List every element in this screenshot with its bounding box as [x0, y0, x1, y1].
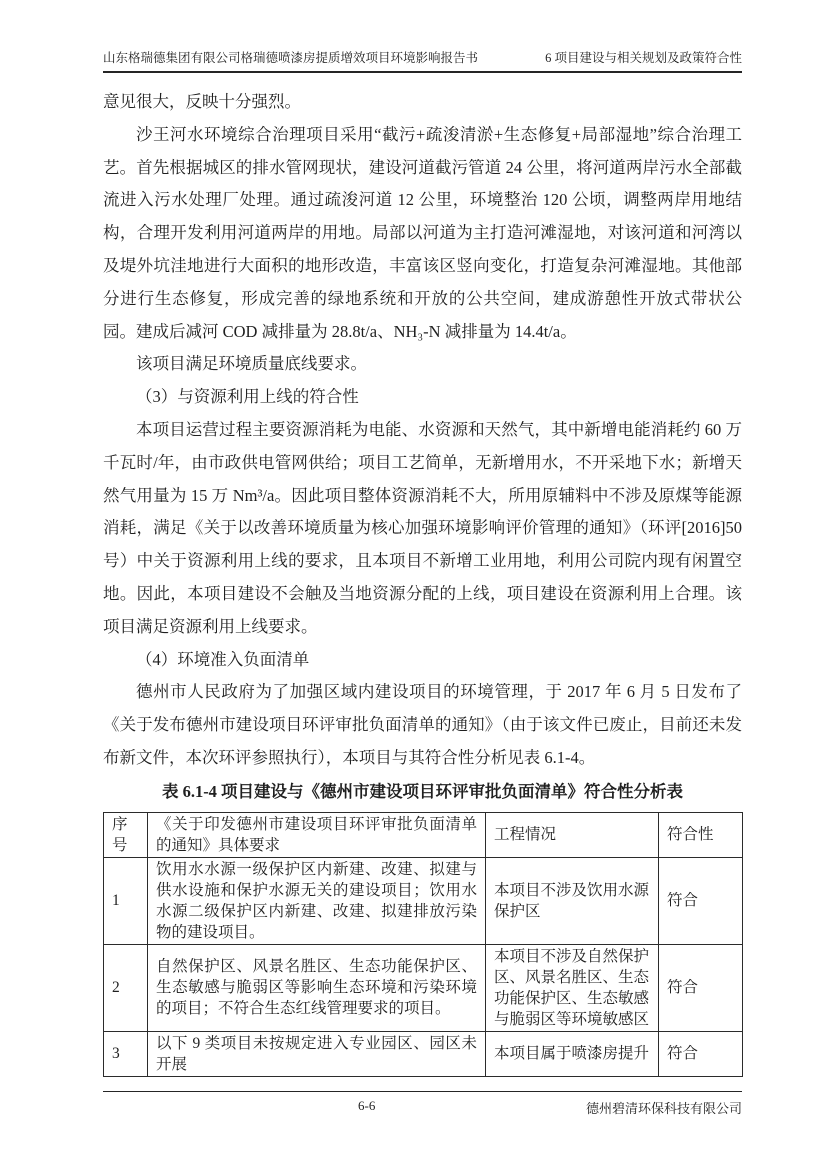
cell-situation: 本项目属于喷漆房提升: [486, 1031, 659, 1076]
header-report-title: 山东格瑞德集团有限公司格瑞德喷漆房提质增效项目环境影响报告书: [103, 51, 479, 65]
footer-company-name: 德州碧清环保科技有限公司: [585, 1101, 742, 1116]
compliance-table: [103, 812, 743, 1077]
table-row: [104, 857, 743, 944]
cell-compliance: 符合: [659, 944, 743, 1031]
body-text: [103, 86, 742, 775]
table-title: 表 6.1-4 项目建设与《德州市建设项目环评审批负面清单》符合性分析表: [161, 781, 684, 801]
cell-seq: 3: [104, 1031, 148, 1076]
table-header-compliance: 符合性: [659, 812, 743, 857]
paragraph: 本项目运营过程主要资源消耗为电能、水资源和天然气，其中新增电能消耗约 60 万千瓦时/年，由市政供电管网供给；项目工艺简单，无新增用水，不开采地下水；新增天然气用量为 15 万 Nm³/a。因此项目整体资源消耗不大，所用原辅料中不涉及原煤等能源消耗，满足《关于以改善环境质量为核心加强环境影响评价管理的通知》（环评[2016]50 号）中关于资源利用上线的要求，且本项目不新增工业用地，利用公司院内现有闲置空地。因此，本项目建设不会触及当地资源分配的上线，项目建设在资源利用上合理。该项目满足资源利用上线要求。: [103, 419, 742, 636]
cell-compliance: 符合: [659, 857, 743, 944]
cell-seq: 1: [104, 857, 148, 944]
page-content: [103, 50, 742, 1077]
section-heading: （3）与资源利用上线的符合性: [136, 387, 359, 407]
table-header-situation: 工程情况: [486, 812, 659, 857]
table-header-seq: 序号: [104, 812, 148, 857]
cell-requirement: 以下 9 类项目未按规定进入专业园区、园区未开展: [148, 1031, 486, 1076]
cell-seq: 2: [104, 944, 148, 1031]
paragraph: 意见很大，反映十分强烈。: [103, 92, 301, 111]
cell-requirement: 饮用水水源一级保护区内新建、改建、拟建与供水设施和保护水源无关的建设项目；饮用水水源二级保护区内新建、改建、拟建排放污染物的建设项目。: [148, 857, 486, 944]
paragraph: 沙王河水环境综合治理项目采用“截污+疏浚清淤+生态修复+局部湿地”综合治理工艺。首先根据城区的排水管网现状，建设河道截污管道 24 公里，将河道两岸污水全部截流进入污水处理厂处理。通过疏浚河道 12 公里，环境整治 120 公顷，调整两岸用地结构，合理开发利用河道两岸的用地。局部以河道为主打造河滩湿地，对该河道和河湾以及堤外坑洼地进行大面积的地形改造，丰富该区竖向变化，打造复杂河滩湿地。其他部分进行生态修复，形成完善的绿地系统和开放的公共空间，建成游憩性开放式带状公园。建成后减河 COD 减排量为 28.8t/a、NH₃-N 减排量为 14.4t/a。: [103, 124, 742, 341]
section-heading: （4）环境准入负面清单: [136, 649, 310, 669]
table-header-requirement: 《关于印发德州市建设项目环评审批负面清单的通知》具体要求: [148, 812, 486, 857]
paragraph: 该项目满足环境质量底线要求。: [136, 354, 367, 374]
cell-compliance: 符合: [659, 1031, 743, 1076]
cell-situation: 本项目不涉及自然保护区、风景名胜区、生态功能保护区、生态敏感与脆弱区等环境敏感区: [486, 944, 659, 1031]
page-footer: [103, 1091, 742, 1122]
table-row: [104, 944, 743, 1031]
header-chapter-title: 6 项目建设与相关规划及政策符合性: [545, 51, 742, 65]
cell-situation: 本项目不涉及饮用水源保护区: [486, 857, 659, 944]
page-header: [103, 50, 742, 73]
paragraph: 德州市人民政府为了加强区域内建设项目的环境管理，于 2017 年 6 月 5 日发布了《关于发布德州市建设项目环评审批负面清单的通知》（由于该文件已废止，目前还未发布新文件，本次环评参照执行），本项目与其符合性分析见表 6.1-4。: [103, 682, 742, 767]
page-number: 6-6: [358, 1098, 376, 1113]
table-header-row: [104, 812, 743, 857]
table-row: [104, 1031, 743, 1076]
cell-requirement: 自然保护区、风景名胜区、生态功能保护区、生态敏感与脆弱区等影响生态环境和污染环境的项目；不符合生态红线管理要求的项目。: [148, 944, 486, 1031]
